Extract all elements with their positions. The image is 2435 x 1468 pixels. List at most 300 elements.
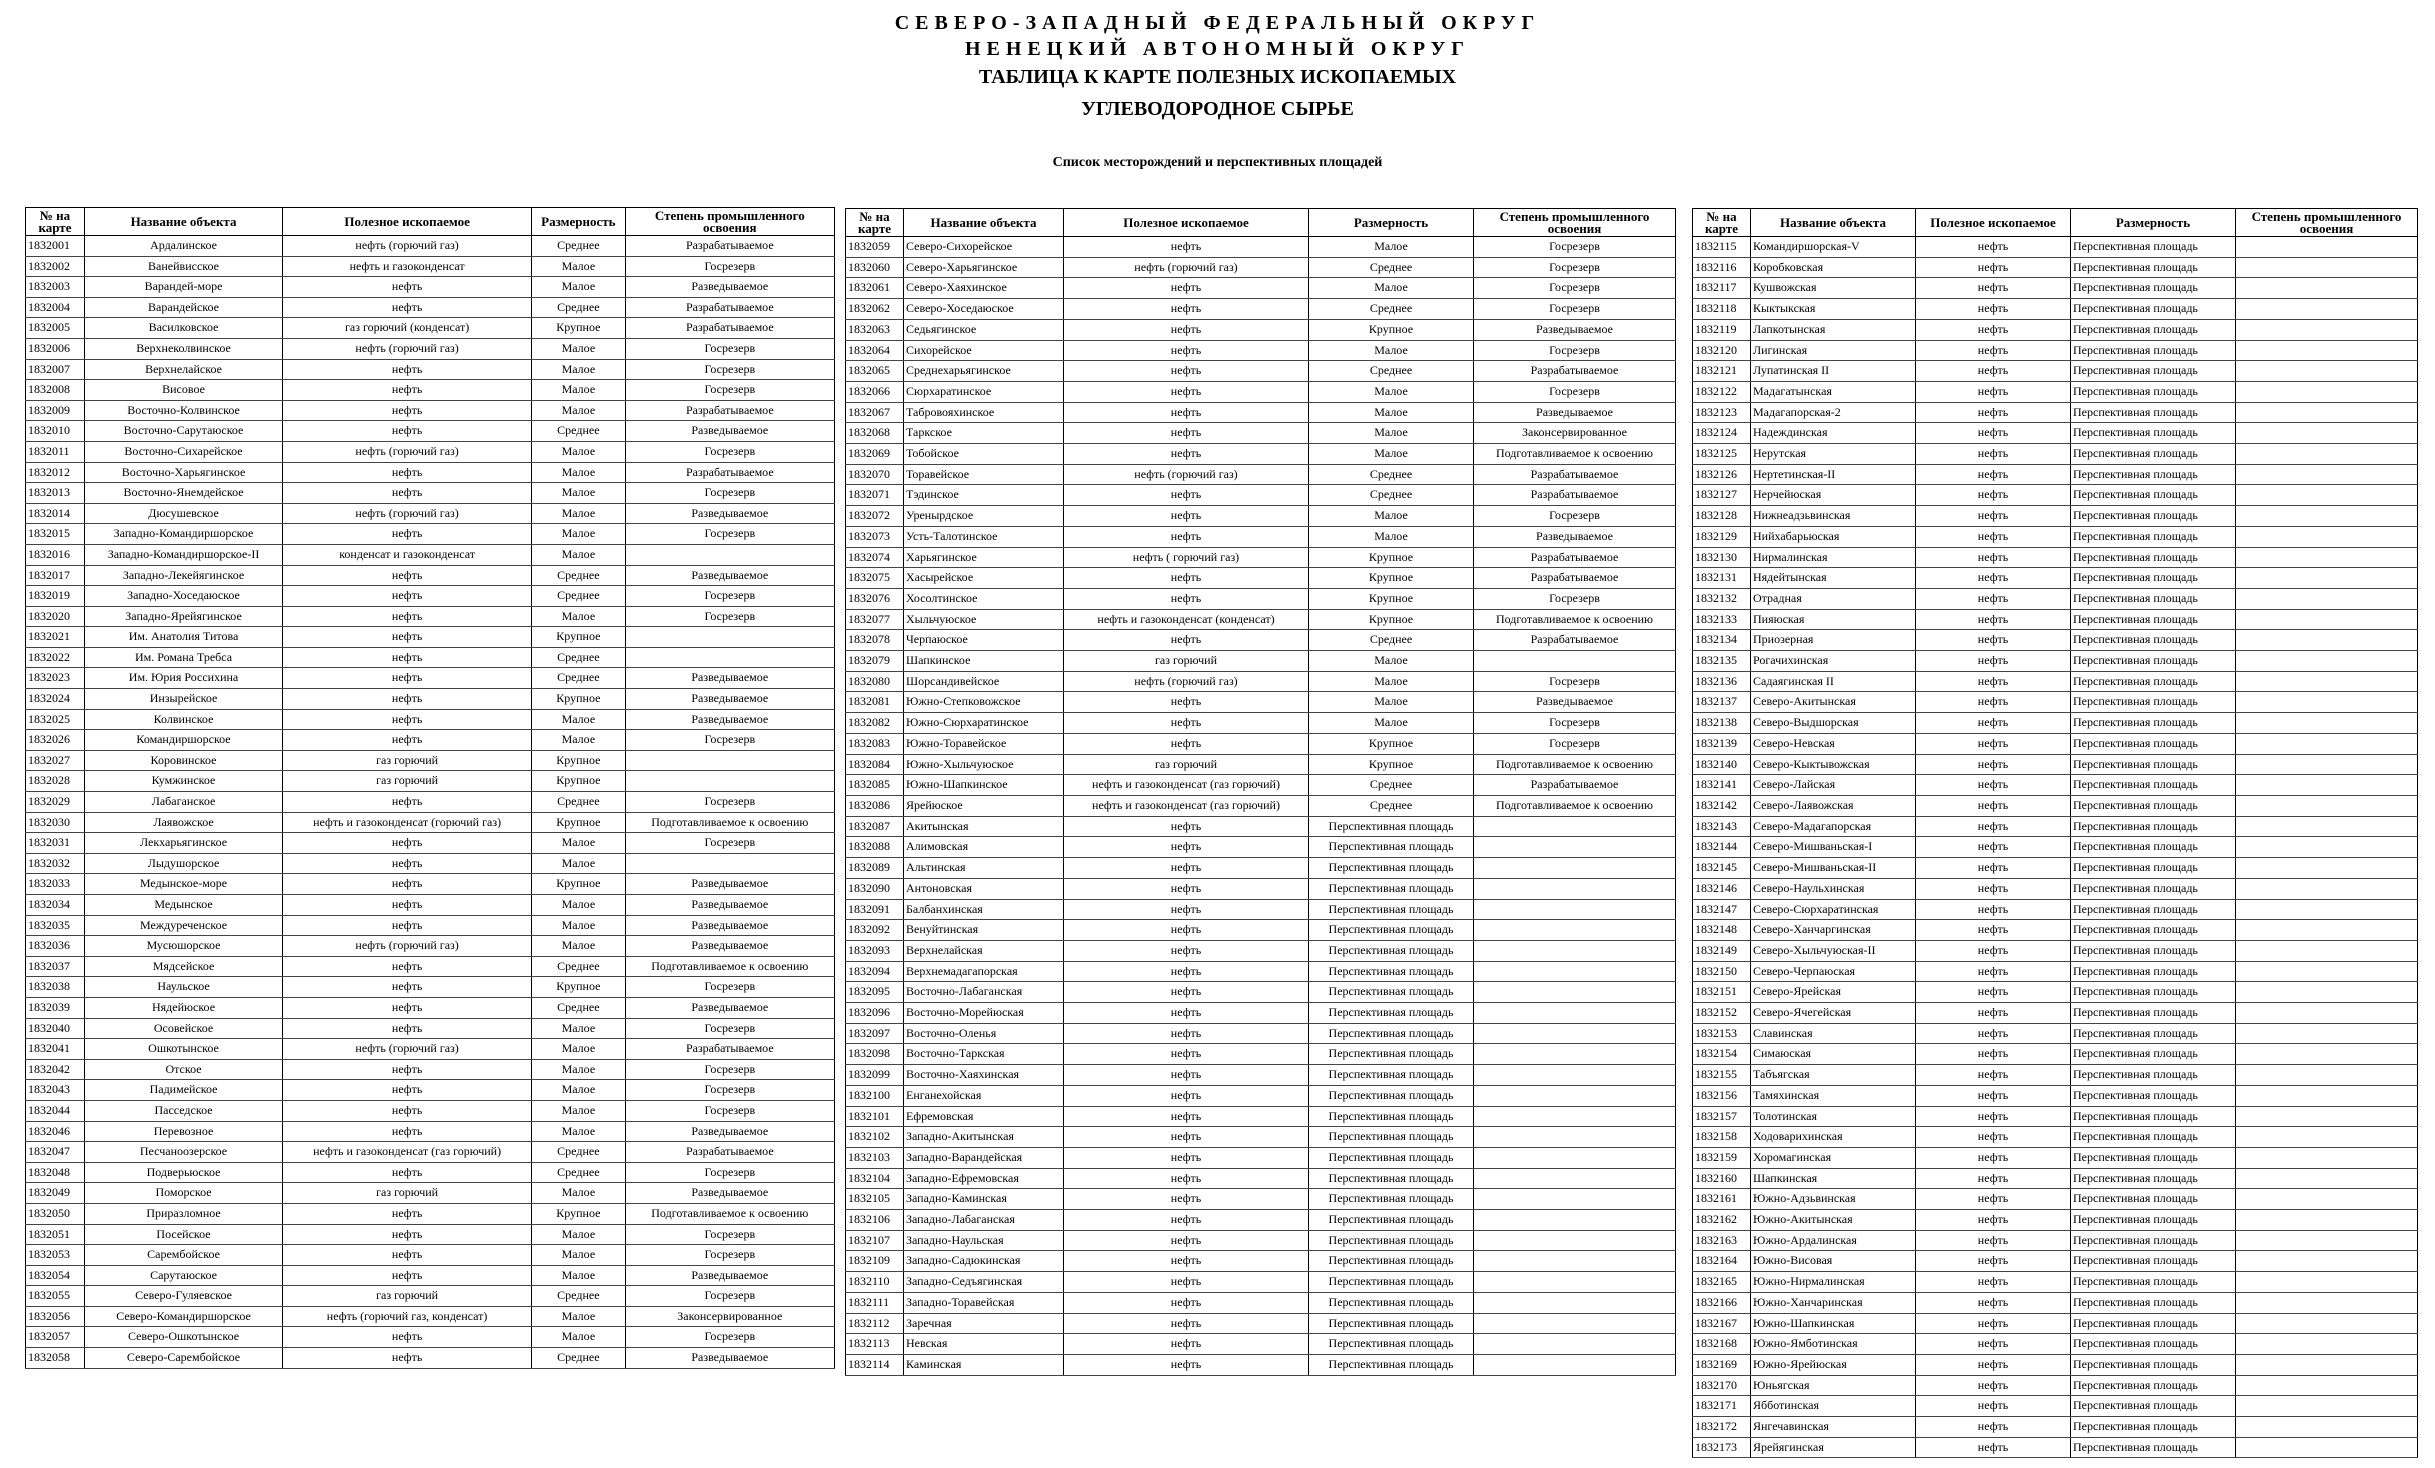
cell-mineral: нефть bbox=[1916, 1003, 2071, 1024]
cell-name: Северо-Сихорейское bbox=[904, 237, 1064, 258]
cell-name: Висовое bbox=[84, 380, 282, 401]
cell-mineral: нефть bbox=[1064, 299, 1309, 320]
cell-name: Хоромагинская bbox=[1751, 1147, 1916, 1168]
cell-size: Перспективная площадь bbox=[1309, 899, 1474, 920]
cell-development: Госрезерв bbox=[625, 606, 834, 627]
cell-name: Нядейтынская bbox=[1751, 568, 1916, 589]
cell-name: Медынское-море bbox=[84, 874, 282, 895]
cell-number: 1832084 bbox=[846, 754, 904, 775]
table-row bbox=[1693, 1044, 2418, 1065]
cell-name: Шапкинское bbox=[904, 651, 1064, 672]
cell-mineral: нефть bbox=[1916, 837, 2071, 858]
cell-mineral: нефть bbox=[1916, 1334, 2071, 1355]
cell-size: Среднее bbox=[532, 956, 626, 977]
cell-size: Среднее bbox=[1309, 361, 1474, 382]
table-row bbox=[1693, 1210, 2418, 1231]
cell-name: Восточно-Оленья bbox=[904, 1023, 1064, 1044]
cell-development bbox=[625, 771, 834, 792]
table-row bbox=[26, 338, 835, 359]
cell-development bbox=[2236, 961, 2418, 982]
cell-mineral: нефть и газоконденсат (горючий газ) bbox=[283, 812, 532, 833]
cell-number: 1832062 bbox=[846, 299, 904, 320]
cell-size: Перспективная площадь bbox=[2071, 485, 2236, 506]
cell-mineral: нефть bbox=[1916, 671, 2071, 692]
cell-mineral: нефть bbox=[283, 565, 532, 586]
table-row bbox=[26, 771, 835, 792]
cell-development: Госрезерв bbox=[1474, 278, 1676, 299]
cell-name: Поморское bbox=[84, 1183, 282, 1204]
cell-name: Восточно-Таркская bbox=[904, 1044, 1064, 1065]
cell-size: Перспективная площадь bbox=[1309, 940, 1474, 961]
cell-development bbox=[1474, 1106, 1676, 1127]
cell-development bbox=[1474, 982, 1676, 1003]
cell-number: 1832097 bbox=[846, 1023, 904, 1044]
cell-size: Малое bbox=[1309, 444, 1474, 465]
col-header-number: № на карте bbox=[846, 209, 904, 237]
cell-size: Малое bbox=[532, 709, 626, 730]
cell-development: Госрезерв bbox=[625, 256, 834, 277]
cell-development bbox=[1474, 940, 1676, 961]
cell-mineral: нефть bbox=[1916, 878, 2071, 899]
cell-number: 1832116 bbox=[1693, 257, 1751, 278]
cell-name: Западно-Лабаганская bbox=[904, 1210, 1064, 1231]
cell-development: Разведываемое bbox=[625, 689, 834, 710]
cell-number: 1832157 bbox=[1693, 1106, 1751, 1127]
cell-size: Малое bbox=[532, 483, 626, 504]
cell-name: Северо-Черпаюская bbox=[1751, 961, 1916, 982]
cell-size: Среднее bbox=[1309, 630, 1474, 651]
cell-mineral: нефть (горючий газ) bbox=[283, 441, 532, 462]
cell-development bbox=[2236, 361, 2418, 382]
table-row bbox=[846, 795, 1676, 816]
cell-mineral: нефть bbox=[1916, 237, 2071, 258]
cell-name: Подверьюское bbox=[84, 1162, 282, 1183]
cell-name: Лабаганское bbox=[84, 792, 282, 813]
table-row bbox=[26, 750, 835, 771]
cell-name: Посейское bbox=[84, 1224, 282, 1245]
table-row bbox=[1693, 1147, 2418, 1168]
cell-number: 1832078 bbox=[846, 630, 904, 651]
table-row bbox=[846, 920, 1676, 941]
cell-mineral: нефть и газоконденсат bbox=[283, 256, 532, 277]
cell-development: Госрезерв bbox=[1474, 506, 1676, 527]
cell-development bbox=[2236, 402, 2418, 423]
cell-mineral: нефть bbox=[1916, 609, 2071, 630]
cell-number: 1832161 bbox=[1693, 1189, 1751, 1210]
cell-name: Тамяхинская bbox=[1751, 1085, 1916, 1106]
cell-name: Лаявожское bbox=[84, 812, 282, 833]
cell-development: Разрабатываемое bbox=[1474, 361, 1676, 382]
table-row bbox=[1693, 1230, 2418, 1251]
cell-name: Северо-Сюрхаратинская bbox=[1751, 899, 1916, 920]
cell-mineral: нефть bbox=[1916, 651, 2071, 672]
cell-development bbox=[1474, 1168, 1676, 1189]
cell-mineral: нефть bbox=[283, 483, 532, 504]
cell-number: 1832060 bbox=[846, 257, 904, 278]
cell-size: Перспективная площадь bbox=[2071, 858, 2236, 879]
cell-development bbox=[2236, 381, 2418, 402]
cell-mineral: нефть bbox=[1916, 1437, 2071, 1458]
cell-number: 1832112 bbox=[846, 1313, 904, 1334]
cell-number: 1832002 bbox=[26, 256, 85, 277]
cell-mineral: нефть bbox=[283, 1162, 532, 1183]
cell-number: 1832015 bbox=[26, 524, 85, 545]
cell-number: 1832006 bbox=[26, 338, 85, 359]
cell-mineral: газ горючий bbox=[283, 771, 532, 792]
cell-mineral: нефть bbox=[1916, 423, 2071, 444]
cell-mineral: нефть bbox=[1064, 361, 1309, 382]
cell-name: Нерчейюская bbox=[1751, 485, 1916, 506]
cell-mineral: нефть bbox=[1916, 547, 2071, 568]
cell-number: 1832151 bbox=[1693, 982, 1751, 1003]
cell-development bbox=[2236, 1334, 2418, 1355]
cell-number: 1832020 bbox=[26, 606, 85, 627]
col-header-name: Название объекта bbox=[904, 209, 1064, 237]
cell-mineral: нефть bbox=[1916, 713, 2071, 734]
cell-name: Харьягинское bbox=[904, 547, 1064, 568]
cell-size: Малое bbox=[1309, 423, 1474, 444]
cell-size: Малое bbox=[532, 544, 626, 565]
cell-number: 1832058 bbox=[26, 1348, 85, 1369]
cell-size: Среднее bbox=[532, 1286, 626, 1307]
cell-number: 1832013 bbox=[26, 483, 85, 504]
cell-development bbox=[2236, 319, 2418, 340]
cell-name: Верхнелайская bbox=[904, 940, 1064, 961]
cell-size: Перспективная площадь bbox=[1309, 1272, 1474, 1293]
cell-name: Западно-Ярейягинское bbox=[84, 606, 282, 627]
cell-name: Черпаюское bbox=[904, 630, 1064, 651]
cell-number: 1832109 bbox=[846, 1251, 904, 1272]
table-row bbox=[1693, 444, 2418, 465]
cell-name: Западно-Хоседаюское bbox=[84, 586, 282, 607]
cell-size: Перспективная площадь bbox=[2071, 506, 2236, 527]
cell-name: Южно-Ярейюская bbox=[1751, 1354, 1916, 1375]
cell-development bbox=[2236, 299, 2418, 320]
cell-number: 1832054 bbox=[26, 1265, 85, 1286]
cell-development bbox=[1474, 1210, 1676, 1231]
table-row bbox=[26, 380, 835, 401]
cell-name: Нижнеадзьвинская bbox=[1751, 506, 1916, 527]
cell-mineral: нефть bbox=[1916, 1168, 2071, 1189]
cell-size: Крупное bbox=[1309, 319, 1474, 340]
cell-size: Крупное bbox=[1309, 568, 1474, 589]
cell-development: Законсервированное bbox=[625, 1306, 834, 1327]
cell-mineral: нефть bbox=[1064, 1354, 1309, 1375]
cell-name: Западно-Варандейская bbox=[904, 1147, 1064, 1168]
cell-development bbox=[2236, 1251, 2418, 1272]
table-row bbox=[846, 444, 1676, 465]
cell-size: Перспективная площадь bbox=[1309, 1334, 1474, 1355]
table-row bbox=[1693, 1396, 2418, 1417]
cell-mineral: нефть bbox=[1064, 340, 1309, 361]
cell-name: Торавейское bbox=[904, 464, 1064, 485]
cell-name: Северо-Выдшорская bbox=[1751, 713, 1916, 734]
cell-number: 1832042 bbox=[26, 1059, 85, 1080]
cell-size: Среднее bbox=[532, 565, 626, 586]
cell-number: 1832027 bbox=[26, 750, 85, 771]
cell-size: Перспективная площадь bbox=[2071, 547, 2236, 568]
table-row bbox=[846, 858, 1676, 879]
cell-development bbox=[2236, 1272, 2418, 1293]
cell-size: Перспективная площадь bbox=[2071, 1003, 2236, 1024]
table-row bbox=[26, 1265, 835, 1286]
cell-name: Ходоварихинская bbox=[1751, 1127, 1916, 1148]
cell-size: Перспективная площадь bbox=[1309, 1106, 1474, 1127]
cell-mineral: нефть bbox=[283, 421, 532, 442]
cell-name: Приразломное bbox=[84, 1203, 282, 1224]
table-row bbox=[846, 299, 1676, 320]
cell-development: Подготавливаемое к освоению bbox=[1474, 444, 1676, 465]
cell-size: Перспективная площадь bbox=[2071, 1189, 2236, 1210]
cell-development bbox=[2236, 526, 2418, 547]
table-row bbox=[1693, 1272, 2418, 1293]
cell-development bbox=[2236, 1375, 2418, 1396]
deposits-table-1 bbox=[25, 207, 835, 1369]
cell-development bbox=[1474, 899, 1676, 920]
col-header-size: Размерность bbox=[2071, 209, 2236, 237]
cell-number: 1832091 bbox=[846, 899, 904, 920]
cell-mineral: нефть bbox=[283, 586, 532, 607]
cell-development: Разведываемое bbox=[625, 668, 834, 689]
cell-number: 1832135 bbox=[1693, 651, 1751, 672]
table-row bbox=[1693, 1334, 2418, 1355]
cell-name: Шапкинская bbox=[1751, 1168, 1916, 1189]
table-row bbox=[1693, 858, 2418, 879]
table-row bbox=[846, 278, 1676, 299]
cell-size: Малое bbox=[532, 915, 626, 936]
cell-name: Западно-Каминская bbox=[904, 1189, 1064, 1210]
cell-development: Разведываемое bbox=[625, 1183, 834, 1204]
table-row bbox=[846, 651, 1676, 672]
document-header bbox=[0, 10, 2435, 126]
cell-number: 1832034 bbox=[26, 895, 85, 916]
cell-name: Варандейское bbox=[84, 297, 282, 318]
cell-size: Малое bbox=[532, 400, 626, 421]
cell-size: Перспективная площадь bbox=[2071, 464, 2236, 485]
cell-size: Перспективная площадь bbox=[2071, 1417, 2236, 1438]
cell-development: Разрабатываемое bbox=[1474, 485, 1676, 506]
cell-name: Янгечавинская bbox=[1751, 1417, 1916, 1438]
cell-number: 1832171 bbox=[1693, 1396, 1751, 1417]
cell-development bbox=[2236, 485, 2418, 506]
cell-number: 1832011 bbox=[26, 441, 85, 462]
cell-name: Южно-Висовая bbox=[1751, 1251, 1916, 1272]
cell-development: Подготавливаемое к освоению bbox=[625, 1203, 834, 1224]
cell-development bbox=[2236, 816, 2418, 837]
cell-number: 1832066 bbox=[846, 381, 904, 402]
cell-name: Антоновская bbox=[904, 878, 1064, 899]
cell-mineral: нефть bbox=[1064, 1230, 1309, 1251]
cell-name: Садаягинская II bbox=[1751, 671, 1916, 692]
cell-number: 1832111 bbox=[846, 1292, 904, 1313]
cell-number: 1832071 bbox=[846, 485, 904, 506]
table-row bbox=[26, 709, 835, 730]
cell-number: 1832127 bbox=[1693, 485, 1751, 506]
cell-mineral: газ горючий (конденсат) bbox=[283, 318, 532, 339]
cell-development bbox=[1474, 961, 1676, 982]
cell-size: Перспективная площадь bbox=[2071, 609, 2236, 630]
cell-name: Восточно-Харьягинское bbox=[84, 462, 282, 483]
cell-mineral: нефть (горючий газ, конденсат) bbox=[283, 1306, 532, 1327]
table-row bbox=[1693, 671, 2418, 692]
cell-size: Крупное bbox=[1309, 547, 1474, 568]
cell-number: 1832077 bbox=[846, 609, 904, 630]
cell-development bbox=[625, 853, 834, 874]
cell-name: Северо-Хаяхинское bbox=[904, 278, 1064, 299]
cell-development: Подготавливаемое к освоению bbox=[625, 956, 834, 977]
cell-name: Алимовская bbox=[904, 837, 1064, 858]
cell-size: Перспективная площадь bbox=[2071, 733, 2236, 754]
cell-name: Лыдушорское bbox=[84, 853, 282, 874]
table-row bbox=[26, 236, 835, 257]
table-row bbox=[846, 547, 1676, 568]
cell-name: Ярейягинская bbox=[1751, 1437, 1916, 1458]
cell-number: 1832030 bbox=[26, 812, 85, 833]
cell-number: 1832041 bbox=[26, 1039, 85, 1060]
cell-name: Перевозное bbox=[84, 1121, 282, 1142]
cell-size: Перспективная площадь bbox=[2071, 1044, 2236, 1065]
cell-development bbox=[2236, 940, 2418, 961]
cell-mineral: нефть bbox=[1916, 692, 2071, 713]
cell-number: 1832101 bbox=[846, 1106, 904, 1127]
cell-mineral: нефть bbox=[1064, 837, 1309, 858]
cell-name: Северо-Командиршорское bbox=[84, 1306, 282, 1327]
cell-development bbox=[2236, 858, 2418, 879]
cell-mineral: газ горючий bbox=[1064, 651, 1309, 672]
cell-size: Малое bbox=[532, 1245, 626, 1266]
table-row bbox=[1693, 754, 2418, 775]
cell-number: 1832075 bbox=[846, 568, 904, 589]
cell-development bbox=[1474, 878, 1676, 899]
col-header-name: Название объекта bbox=[1751, 209, 1916, 237]
table-row bbox=[846, 692, 1676, 713]
cell-name: Ардалинское bbox=[84, 236, 282, 257]
cell-development: Госрезерв bbox=[625, 380, 834, 401]
cell-name: Ванейвисское bbox=[84, 256, 282, 277]
cell-number: 1832012 bbox=[26, 462, 85, 483]
cell-mineral: нефть (горючий газ) bbox=[283, 338, 532, 359]
cell-size: Малое bbox=[1309, 713, 1474, 734]
cell-name: Акитынская bbox=[904, 816, 1064, 837]
cell-mineral: нефть bbox=[1064, 1334, 1309, 1355]
table-row bbox=[846, 1292, 1676, 1313]
cell-name: Южно-Акитынская bbox=[1751, 1210, 1916, 1231]
cell-name: Восточно-Колвинское bbox=[84, 400, 282, 421]
cell-size: Перспективная площадь bbox=[2071, 1375, 2236, 1396]
cell-size: Малое bbox=[532, 1080, 626, 1101]
cell-mineral: нефть bbox=[1916, 1272, 2071, 1293]
cell-size: Малое bbox=[532, 503, 626, 524]
table-row bbox=[1693, 899, 2418, 920]
cell-name: Южно-Шапкинская bbox=[1751, 1313, 1916, 1334]
cell-size: Перспективная площадь bbox=[2071, 1230, 2236, 1251]
cell-number: 1832028 bbox=[26, 771, 85, 792]
cell-name: Нерутская bbox=[1751, 444, 1916, 465]
cell-mineral: нефть bbox=[283, 380, 532, 401]
cell-development bbox=[2236, 1168, 2418, 1189]
cell-size: Среднее bbox=[532, 997, 626, 1018]
cell-size: Малое bbox=[532, 462, 626, 483]
cell-mineral: нефть bbox=[1916, 1292, 2071, 1313]
cell-number: 1832119 bbox=[1693, 319, 1751, 340]
cell-number: 1832044 bbox=[26, 1100, 85, 1121]
cell-size: Перспективная площадь bbox=[2071, 1147, 2236, 1168]
cell-mineral: нефть bbox=[283, 833, 532, 854]
cell-mineral: нефть bbox=[1916, 1396, 2071, 1417]
table-row bbox=[1693, 982, 2418, 1003]
col-header-development: Степень промышленного освоения bbox=[625, 208, 834, 236]
cell-name: Медынское bbox=[84, 895, 282, 916]
table-row bbox=[26, 1348, 835, 1369]
table-row bbox=[26, 503, 835, 524]
table-row bbox=[846, 1230, 1676, 1251]
cell-name: Западно-Наульская bbox=[904, 1230, 1064, 1251]
cell-development: Госрезерв bbox=[1474, 237, 1676, 258]
cell-size: Малое bbox=[532, 606, 626, 627]
cell-development bbox=[2236, 609, 2418, 630]
cell-size: Малое bbox=[532, 895, 626, 916]
cell-number: 1832033 bbox=[26, 874, 85, 895]
cell-size: Малое bbox=[1309, 237, 1474, 258]
table-row bbox=[26, 1018, 835, 1039]
table-row bbox=[846, 899, 1676, 920]
cell-name: Северо-Сарембойское bbox=[84, 1348, 282, 1369]
cell-development bbox=[1474, 858, 1676, 879]
cell-size: Малое bbox=[532, 853, 626, 874]
cell-name: Нирмалинская bbox=[1751, 547, 1916, 568]
cell-name: Сихорейское bbox=[904, 340, 1064, 361]
cell-mineral: нефть bbox=[1064, 1003, 1309, 1024]
cell-size: Перспективная площадь bbox=[2071, 361, 2236, 382]
table-row bbox=[1693, 1189, 2418, 1210]
cell-name: Табровояхинское bbox=[904, 402, 1064, 423]
table-row bbox=[846, 361, 1676, 382]
cell-name: Нийхабарьюская bbox=[1751, 526, 1916, 547]
cell-development bbox=[2236, 920, 2418, 941]
cell-number: 1832166 bbox=[1693, 1292, 1751, 1313]
cell-mineral: нефть bbox=[283, 277, 532, 298]
cell-size: Крупное bbox=[532, 627, 626, 648]
cell-number: 1832104 bbox=[846, 1168, 904, 1189]
cell-name: Кумжинское bbox=[84, 771, 282, 792]
cell-size: Перспективная площадь bbox=[2071, 692, 2236, 713]
table-row bbox=[846, 775, 1676, 796]
table-row bbox=[26, 544, 835, 565]
cell-number: 1832147 bbox=[1693, 899, 1751, 920]
cell-mineral: газ горючий bbox=[283, 1183, 532, 1204]
table-row bbox=[846, 381, 1676, 402]
cell-development: Госрезерв bbox=[625, 833, 834, 854]
cell-name: Лупатинская II bbox=[1751, 361, 1916, 382]
cell-mineral: нефть bbox=[1916, 299, 2071, 320]
cell-name: Усть-Талотинское bbox=[904, 526, 1064, 547]
cell-number: 1832008 bbox=[26, 380, 85, 401]
cell-name: Им. Романа Требса bbox=[84, 647, 282, 668]
cell-number: 1832004 bbox=[26, 297, 85, 318]
cell-number: 1832050 bbox=[26, 1203, 85, 1224]
cell-name: Северо-Мадагапорская bbox=[1751, 816, 1916, 837]
cell-development bbox=[2236, 1189, 2418, 1210]
cell-number: 1832083 bbox=[846, 733, 904, 754]
cell-name: Северо-Лайская bbox=[1751, 775, 1916, 796]
cell-size: Крупное bbox=[532, 977, 626, 998]
cell-development bbox=[2236, 795, 2418, 816]
cell-number: 1832096 bbox=[846, 1003, 904, 1024]
cell-name: Ябботинская bbox=[1751, 1396, 1916, 1417]
cell-development bbox=[625, 647, 834, 668]
table-row bbox=[1693, 1168, 2418, 1189]
table-row bbox=[846, 609, 1676, 630]
